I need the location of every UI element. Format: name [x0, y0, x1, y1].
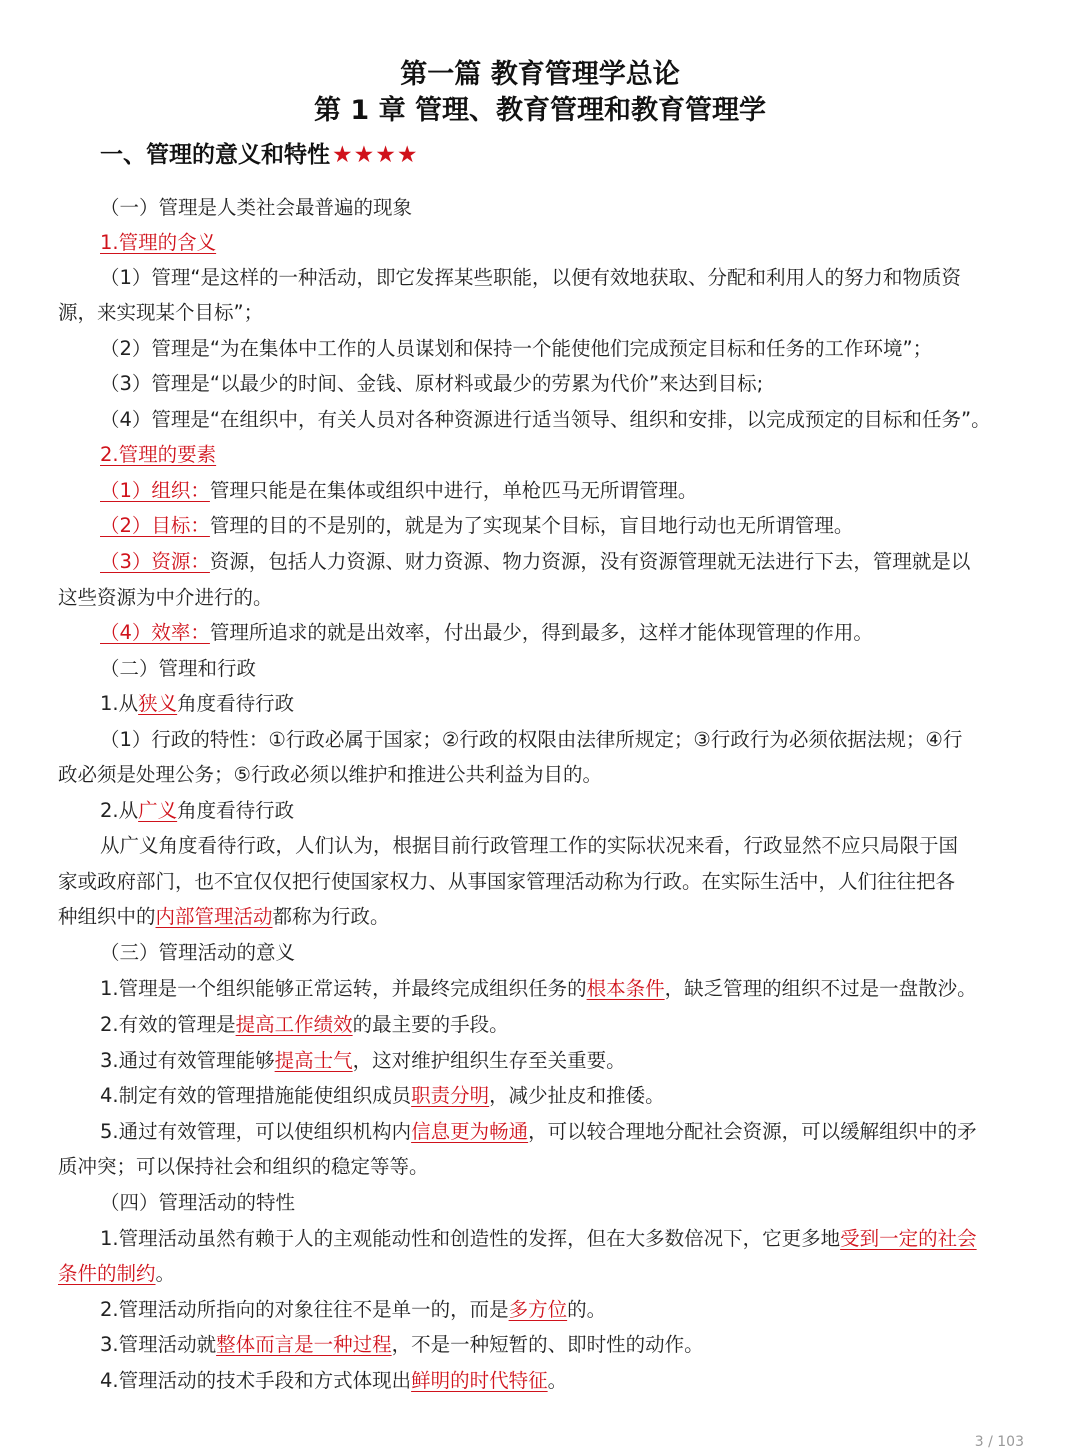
text-line: [58, 1155, 429, 1179]
text-segment: 质冲突；可以保持社会和组织的稳定等等。: [58, 1155, 429, 1178]
highlighted-term: 鲜明的时代特征: [411, 1369, 548, 1392]
page-number: 3 / 103: [974, 1434, 1024, 1450]
text-segment: ，不是一种短暂的、即时性的动作。: [391, 1333, 704, 1356]
text-line: [100, 443, 216, 467]
text-segment: 3.管理活动就: [100, 1333, 217, 1356]
text-segment: ，这对维护组织生存至关重要。: [352, 1049, 626, 1072]
text-line: [100, 834, 958, 858]
text-segment: 管理只能是在集体或组织中进行，单枪匹马无所谓管理。: [209, 479, 698, 502]
highlighted-term: 广义: [138, 799, 178, 822]
text-segment: 从广义角度看待行政，人们认为，根据目前行政管理工作的实际状况来看，行政显然不应只局限于国: [100, 834, 959, 857]
text-segment: 4.制定有效的管理措施能使组织成员: [100, 1084, 412, 1107]
text-segment: 管理的目的不是别的，就是为了实现某个目标，盲目地行动也无所谓管理。: [209, 514, 854, 537]
text-line: [100, 1049, 626, 1073]
highlighted-term: 信息更为畅通: [411, 1120, 529, 1143]
text-line: [100, 408, 991, 432]
text-line: [58, 763, 602, 787]
text-segment: 1.从: [100, 692, 139, 715]
highlighted-term: 条件的制约: [58, 1262, 156, 1285]
highlighted-term: 整体而言是一种过程: [216, 1333, 392, 1356]
importance-stars: ★★★★: [332, 142, 419, 168]
text-segment: ，减少扯皮和推倭。: [489, 1084, 665, 1107]
text-line: [100, 728, 962, 752]
text-line: [100, 1013, 509, 1037]
text-segment: 的最主要的手段。: [352, 1013, 509, 1036]
text-segment: （1）管理“是这样的一种活动，即它发挥某些职能，以便有效地获取、分配和利用人的努力和物质资: [100, 266, 962, 289]
text-segment: 3.通过有效管理能够: [100, 1049, 275, 1072]
text-segment: 1.管理活动虽然有赖于人的主观能动性和创造性的发挥，但在大多数倍况下，它更多地: [100, 1227, 841, 1250]
text-segment: 角度看待行政: [177, 692, 295, 715]
text-segment: （4）管理是“在组织中，有关人员对各种资源进行适当领导、组织和安排，以完成预定的目标和任务”。: [100, 408, 991, 431]
text-segment: 这些资源为中介进行的。: [58, 586, 273, 609]
text-segment: 2.从: [100, 799, 139, 822]
text-line: [100, 337, 932, 361]
chapter-title: 第 1 章 管理、教育管理和教育管理学: [314, 95, 766, 126]
text-line: [100, 1369, 567, 1393]
text-segment: （2）管理是“为在集体中工作的人员谋划和保持一个能使他们完成预定目标和任务的工作环境”；: [100, 337, 933, 360]
highlighted-term: 根本条件: [586, 977, 665, 1000]
text-line: [100, 1227, 977, 1251]
text-line: [100, 941, 295, 965]
text-line: [100, 621, 873, 645]
section-heading: [100, 136, 418, 169]
text-segment: （四）管理活动的特性: [100, 1191, 296, 1214]
text-segment: （二）管理和行政: [100, 657, 257, 680]
text-line: [100, 550, 970, 574]
highlighted-term: （2）目标：: [100, 514, 210, 537]
text-line: [100, 977, 977, 1001]
highlighted-term: （4）效率：: [100, 621, 210, 644]
text-line: [58, 1262, 175, 1286]
text-segment: （一）管理是人类社会最普遍的现象: [100, 196, 413, 219]
text-segment: 5.通过有效管理，可以使组织机构内: [100, 1120, 412, 1143]
text-line: [58, 905, 390, 929]
highlighted-term: 提高工作绩效: [235, 1013, 353, 1036]
text-segment: 都称为行政。: [272, 905, 390, 928]
text-line: [100, 231, 216, 255]
text-line: [100, 1298, 606, 1322]
highlighted-term: 职责分明: [411, 1084, 490, 1107]
text-segment: （三）管理活动的意义: [100, 941, 296, 964]
text-segment: 的。: [567, 1298, 607, 1321]
text-line: [100, 266, 961, 290]
highlighted-term: 2.管理的要素: [100, 443, 217, 466]
text-line: [100, 196, 412, 220]
part-title: 第一篇 教育管理学总论: [400, 59, 680, 90]
text-line: [100, 514, 853, 538]
text-segment: 政必须是处理公务；⑤行政必须以维护和推进公共利益为目的。: [58, 763, 602, 786]
highlighted-term: 多方位: [508, 1298, 568, 1321]
highlighted-term: 提高士气: [274, 1049, 353, 1072]
text-segment: ，可以较合理地分配社会资源，可以缓解组织中的矛: [528, 1120, 977, 1143]
section-heading-text: 一、管理的意义和特性: [100, 142, 330, 168]
text-line: [100, 372, 763, 396]
text-segment: 管理所追求的就是出效率，付出最少，得到最多，这样才能体现管理的作用。: [209, 621, 873, 644]
text-segment: 角度看待行政: [177, 799, 295, 822]
text-segment: （1）行政的特性：①行政必属于国家；②行政的权限由法律所规定；③行政行为必须依据法规；④行: [100, 728, 963, 751]
text-line: [58, 301, 263, 325]
highlighted-term: 受到一定的社会: [840, 1227, 977, 1250]
text-line: [58, 586, 273, 610]
highlighted-term: （3）资源：: [100, 550, 210, 573]
text-segment: ，缺乏管理的组织不过是一盘散沙。: [664, 977, 977, 1000]
text-line: [100, 1333, 704, 1357]
text-segment: 源，来实现某个目标”；: [58, 301, 264, 324]
text-segment: 资源，包括人力资源、财力资源、物力资源，没有资源管理就无法进行下去，管理就是以: [209, 550, 971, 573]
text-line: [100, 1084, 665, 1108]
text-line: [100, 657, 256, 681]
highlighted-term: 内部管理活动: [155, 905, 273, 928]
text-line: [100, 692, 294, 716]
highlighted-term: 狭义: [138, 692, 178, 715]
text-line: [100, 479, 697, 503]
text-segment: 家或政府部门，也不宜仅仅把行使国家权力、从事国家管理活动称为行政。在实际生活中，人们往往把各: [58, 870, 956, 893]
text-line: [100, 1191, 295, 1215]
text-segment: 2.有效的管理是: [100, 1013, 236, 1036]
text-segment: 。: [155, 1262, 176, 1285]
text-segment: （3）管理是“以最少的时间、金钱、原材料或最少的劳累为代价”来达到目标;: [100, 372, 764, 395]
text-segment: 4.管理活动的技术手段和方式体现出: [100, 1369, 412, 1392]
text-segment: 。: [547, 1369, 568, 1392]
text-segment: 种组织中的: [58, 905, 156, 928]
text-line: [100, 1120, 977, 1144]
highlighted-term: 1.管理的含义: [100, 231, 217, 254]
text-line: [100, 799, 294, 823]
text-line: [58, 870, 955, 894]
text-segment: 1.管理是一个组织能够正常运转，并最终完成组织任务的: [100, 977, 587, 1000]
text-segment: 2.管理活动所指向的对象往往不是单一的，而是: [100, 1298, 509, 1321]
highlighted-term: （1）组织：: [100, 479, 210, 502]
